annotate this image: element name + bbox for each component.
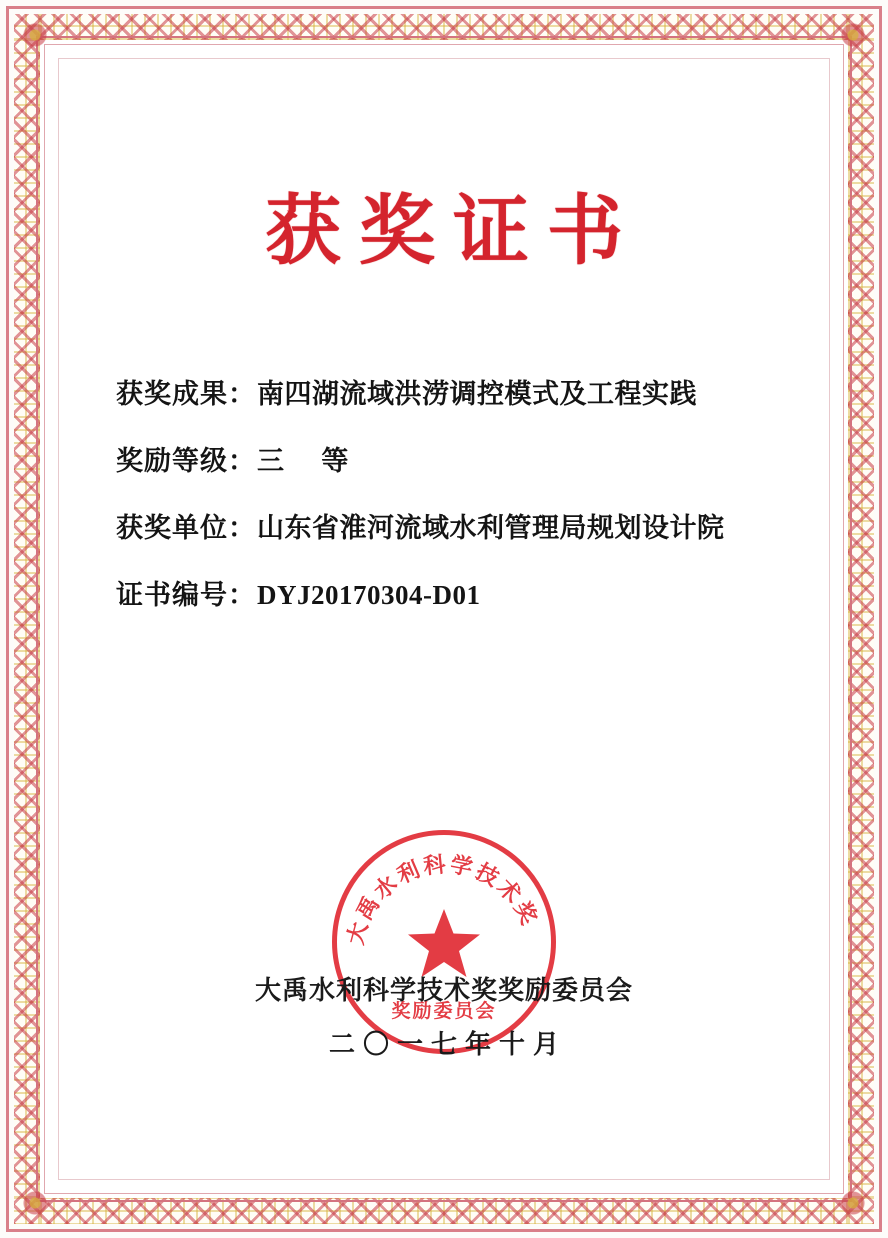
- corner-rosette-top-left: [18, 18, 52, 52]
- issuing-authority: 大禹水利科学技术奖奖励委员会: [254, 976, 633, 1006]
- field-value-award-result: 南四湖流域洪涝调控模式及工程实践: [257, 379, 697, 410]
- field-colon-award-result: ：: [228, 379, 255, 409]
- corner-rosette-top-right: [836, 18, 870, 52]
- seal-arc-label: 大禹水利科学技术奖: [342, 851, 543, 948]
- official-seal: [332, 830, 556, 1054]
- field-row-award-unit: [116, 506, 786, 545]
- corner-rosette-bottom-left: [18, 1186, 52, 1220]
- field-value-certificate-number: DYJ20170304-D01: [257, 580, 481, 610]
- field-row-award-grade: [116, 439, 786, 478]
- certificate-title: 获奖证书: [265, 186, 641, 275]
- field-colon-certificate-number: ：: [228, 580, 255, 610]
- issue-date: 二〇一七年十月: [328, 1030, 567, 1060]
- field-label-award-result: 获奖成果: [116, 379, 228, 410]
- seal-bottom-label: 奖励委员会: [391, 1000, 497, 1022]
- field-value-award-grade: 三 等: [257, 446, 363, 477]
- field-label-award-grade: 奖励等级: [116, 446, 228, 477]
- field-label-certificate-number: 证书编号: [116, 580, 228, 611]
- corner-rosette-bottom-right: [836, 1186, 870, 1220]
- field-value-award-unit: 山东省淮河流域水利管理局规划设计院: [257, 513, 725, 544]
- field-row-award-result: [116, 372, 786, 411]
- field-colon-award-grade: ：: [228, 446, 255, 476]
- field-label-award-unit: 获奖单位: [116, 513, 228, 544]
- field-colon-award-unit: ：: [228, 513, 255, 543]
- field-row-certificate-number: [116, 573, 786, 612]
- certificate-content: [62, 62, 826, 1176]
- certificate-fields: [116, 372, 786, 640]
